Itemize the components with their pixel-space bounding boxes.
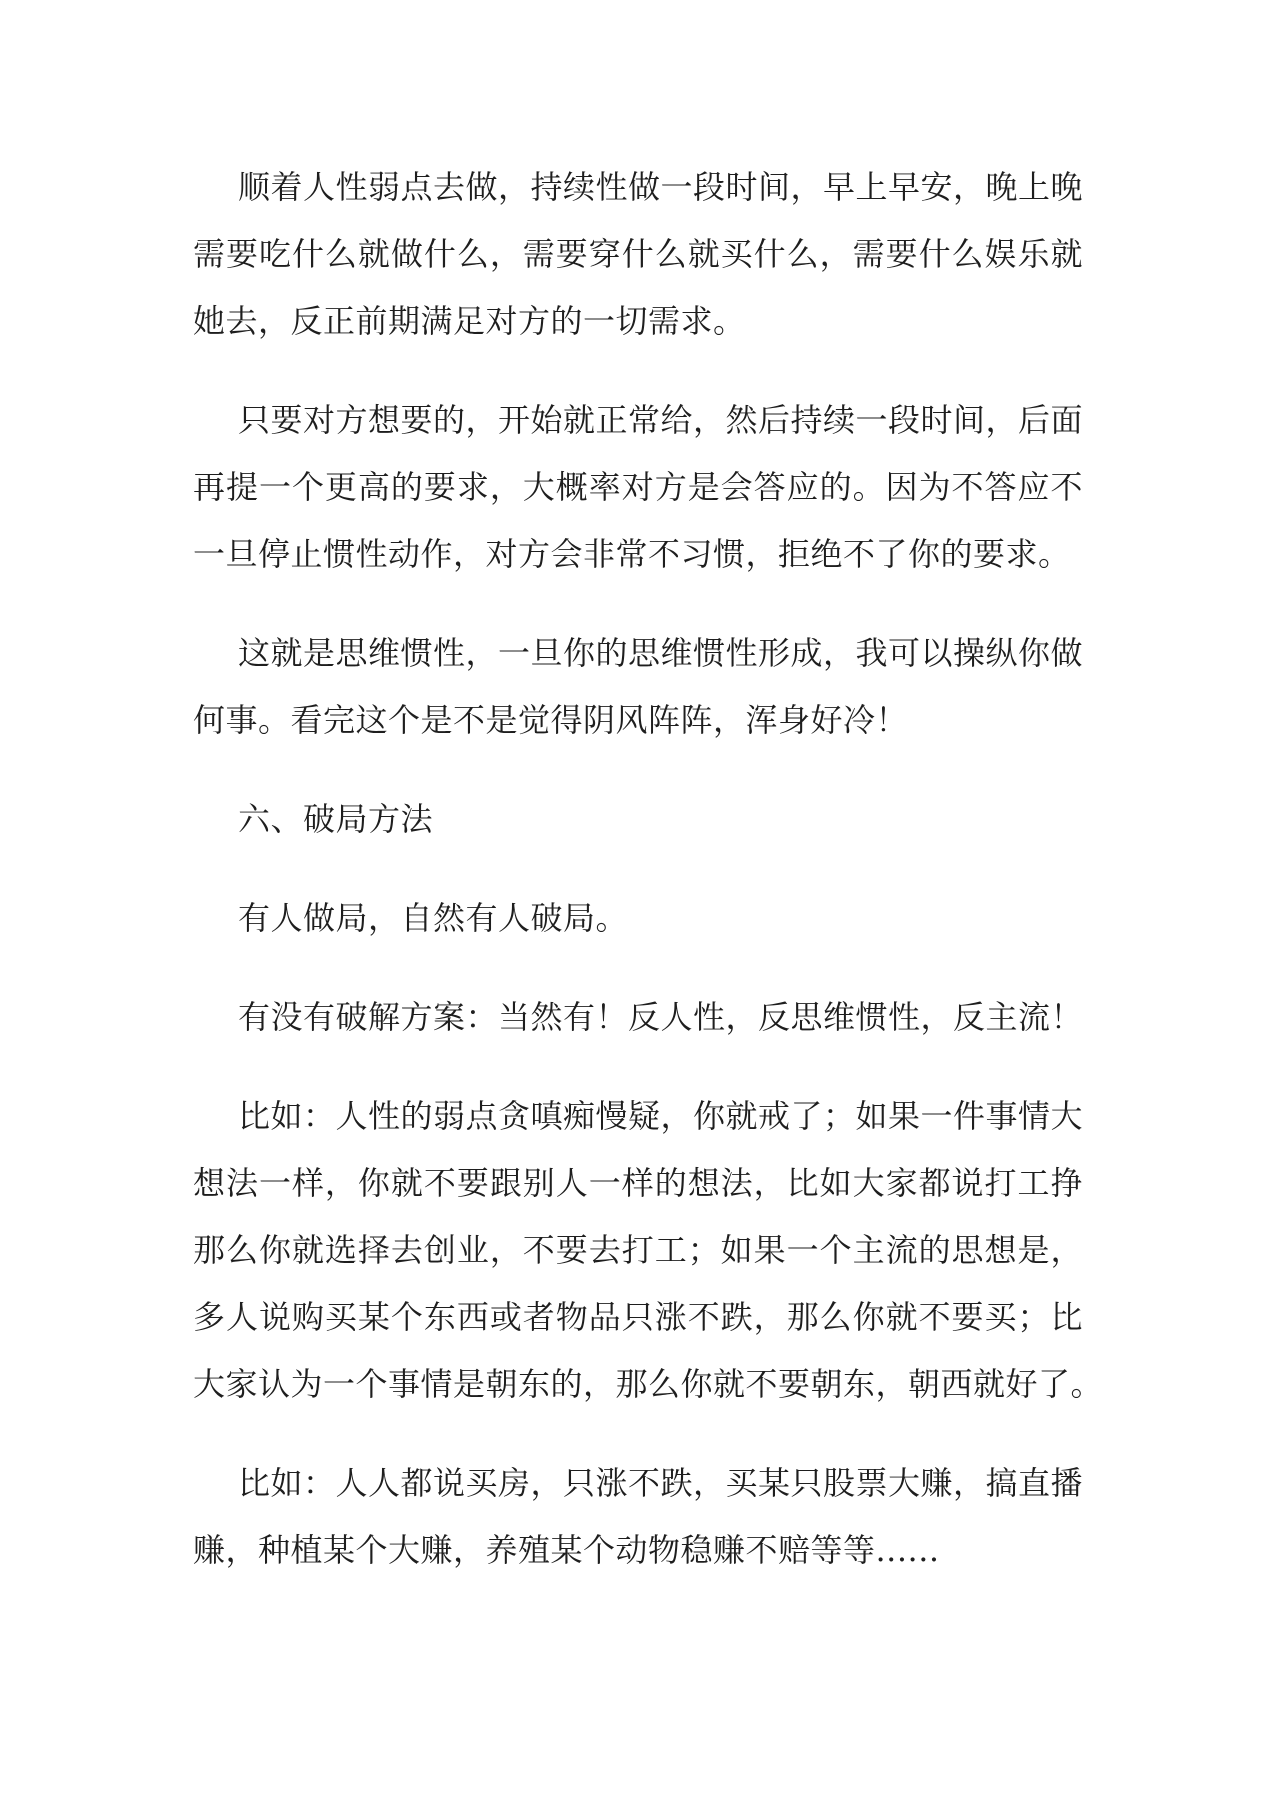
paragraph-8-line-1: 比如：人人都说买房，只涨不跌，买某只股票大赚，搞直播 xyxy=(238,1464,1083,1502)
paragraph-2-line-3: 一旦停止惯性动作，对方会非常不习惯，拒绝不了你的要求。 xyxy=(193,535,1071,573)
paragraph-7-line-5: 大家认为一个事情是朝东的，那么你就不要朝东，朝西就好了。 xyxy=(193,1365,1104,1403)
paragraph-1-line-2: 需要吃什么就做什么，需要穿什么就买什么，需要什么娱乐就 xyxy=(193,235,1083,273)
paragraph-2-line-2: 再提一个更高的要求，大概率对方是会答应的。因为不答应不 xyxy=(193,468,1083,506)
paragraph-7-line-2: 想法一样，你就不要跟别人一样的想法，比如大家都说打工挣 xyxy=(193,1164,1083,1202)
paragraph-2-line-1: 只要对方想要的，开始就正常给，然后持续一段时间，后面 xyxy=(238,401,1083,439)
paragraph-8-line-2: 赚，种植某个大赚，养殖某个动物稳赚不赔等等...... xyxy=(193,1531,940,1569)
paragraph-7-line-1: 比如：人性的弱点贪嗔痴慢疑，你就戒了；如果一件事情大 xyxy=(238,1097,1083,1135)
paragraph-6-line-1: 有没有破解方案：当然有！反人性，反思维惯性，反主流！ xyxy=(238,998,1084,1036)
paragraph-1-line-1: 顺着人性弱点去做，持续性做一段时间，早上早安，晚上晚 xyxy=(238,168,1083,206)
paragraph-1-line-3: 她去，反正前期满足对方的一切需求。 xyxy=(193,302,746,340)
paragraph-3-line-1: 这就是思维惯性，一旦你的思维惯性形成，我可以操纵你做 xyxy=(238,634,1083,672)
paragraph-3-line-2: 何事。看完这个是不是觉得阴风阵阵，浑身好冷！ xyxy=(193,701,909,739)
paragraph-7-line-3: 那么你就选择去创业，不要去打工；如果一个主流的思想是， xyxy=(193,1231,1083,1269)
section-heading: 六、破局方法 xyxy=(238,800,434,838)
paragraph-5-line-1: 有人做局，自然有人破局。 xyxy=(238,899,629,937)
paragraph-7-line-4: 多人说购买某个东西或者物品只涨不跌，那么你就不要买；比 xyxy=(193,1298,1083,1336)
